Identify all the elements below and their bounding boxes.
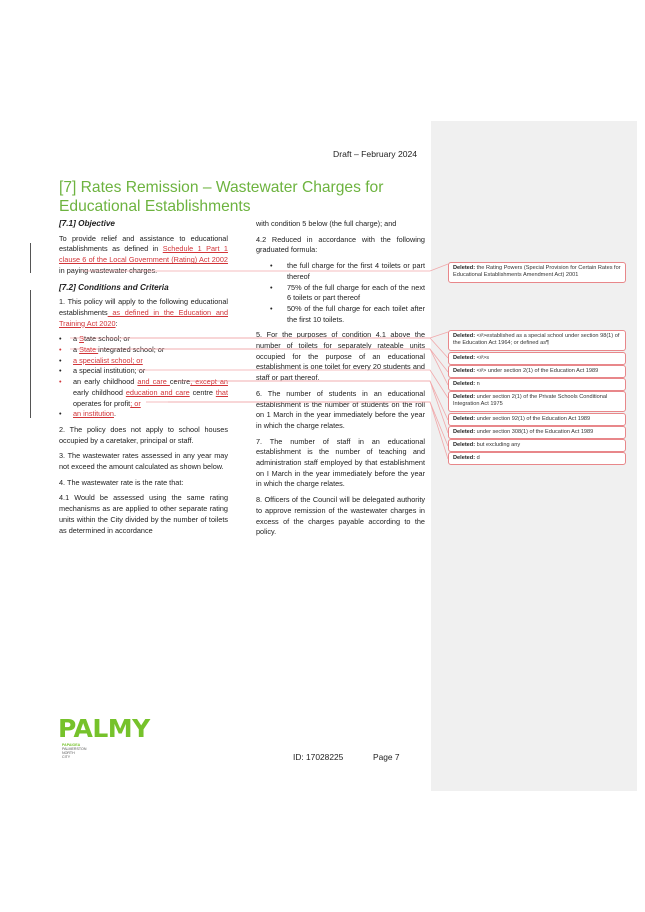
bullet-icon: • bbox=[59, 377, 62, 387]
item-text: a bbox=[73, 334, 80, 344]
deleted-label: Deleted: bbox=[453, 333, 476, 339]
item-text: centre bbox=[189, 387, 216, 397]
deleted-label: Deleted: bbox=[453, 429, 476, 435]
logo-subtitle bbox=[62, 743, 150, 759]
condition-5: 5. For the purposes of condition 4.1 above the number of toilets for separately rateable units occupied for the purpose of an educational establishment is one toilet for every 20 students and staff or part thereof. bbox=[256, 330, 425, 383]
condition-4-2: 4.2 Reduced in accordance with the following graduated formula: bbox=[256, 234, 425, 255]
item-text: . bbox=[113, 409, 117, 419]
inserted-text: S bbox=[79, 334, 84, 344]
inserted-text: ; or bbox=[130, 398, 141, 408]
bullet-icon: • bbox=[59, 366, 62, 376]
inserted-text: education and care bbox=[125, 387, 190, 397]
condition-4-1: 4.1 Would be assessed using the same rating mechanisms as are applied to other separate rating units within the City divided by the number of toilets as determined in accordance bbox=[59, 493, 228, 535]
item-text: ; or bbox=[119, 334, 130, 344]
connector-line bbox=[175, 381, 448, 420]
deleted-label: Deleted: bbox=[453, 416, 476, 422]
deleted-balloon[interactable] bbox=[448, 439, 626, 452]
condition-2: 2. The policy does not apply to school houses occupied by a caretaker, principal or staff. bbox=[59, 424, 228, 445]
bullet-icon: • bbox=[59, 334, 62, 344]
item-text: a bbox=[73, 345, 80, 355]
bullet-icon: • bbox=[59, 409, 62, 419]
inserted-text: as defined in the Education and Training Act 2020 bbox=[59, 307, 228, 328]
page-number: Page 7 bbox=[373, 752, 400, 762]
formula-text: 50% of the full charge for each toilet after the first 10 toilets. bbox=[287, 303, 425, 324]
conditions-heading: [7.2] Conditions and Criteria bbox=[59, 282, 169, 292]
deleted-balloon[interactable] bbox=[448, 426, 626, 439]
item-text: a special institution bbox=[73, 366, 135, 376]
item-text: centre bbox=[169, 377, 191, 387]
deleted-text: under section 2(1) of the Private Schools Conditional Integration Act 1975 bbox=[453, 394, 608, 408]
deleted-label: Deleted: bbox=[453, 394, 476, 400]
connector-line bbox=[120, 338, 448, 358]
item-text: an early childhood bbox=[73, 377, 138, 387]
condition-3: 3. The wastewater rates assessed in any year may not exceed the amount calculated as shown below. bbox=[59, 451, 228, 472]
connector-line bbox=[146, 402, 448, 446]
condition-6: 6. The number of students in an educational establishment is the number of students on the roll on 1 March in the year immediately before the year in which the charge relates. bbox=[256, 388, 425, 430]
item-text: integrated school bbox=[98, 345, 154, 355]
deleted-balloon[interactable] bbox=[448, 378, 626, 391]
deleted-text: <#>established as a special school under section 98(1) of the Education Act 1964; or defined as¶ bbox=[453, 333, 620, 347]
deleted-balloon[interactable] bbox=[448, 413, 626, 426]
condition-4: 4. The wastewater rate is the rate that: bbox=[59, 477, 184, 487]
condition-7: 7. The number of staff in an educational establishment is the number of teaching and administration staff employed by that establishment on I March in the year immediately before the year in which the charge relates. bbox=[256, 436, 425, 489]
deleted-label: Deleted: bbox=[453, 381, 476, 387]
inserted-text: Schedule 1 Part 1 clause 6 of the Local Government (Rating) Act 2002 bbox=[59, 244, 228, 265]
palmy-logo bbox=[58, 716, 150, 759]
item-text: tate school bbox=[83, 334, 120, 344]
inserted-text: State bbox=[79, 345, 99, 355]
document-id: ID: 17028225 bbox=[293, 752, 344, 762]
formula-text: the full charge for the first 4 toilets or part thereof bbox=[287, 261, 425, 281]
bullet-icon: • bbox=[270, 261, 273, 271]
condition-1-text: 1. This policy will apply to the following educational establishments bbox=[59, 297, 228, 317]
logo-subtitle-line: CITY bbox=[62, 755, 71, 759]
item-text: ; or bbox=[134, 366, 146, 376]
connector-line bbox=[126, 349, 448, 385]
deleted-text: but excluding any bbox=[476, 442, 521, 448]
connector-line bbox=[168, 402, 448, 459]
connector-line bbox=[70, 349, 448, 372]
deleted-text: under section 92(1) of the Education Act 1989 bbox=[476, 416, 591, 422]
bullet-icon: • bbox=[59, 355, 62, 365]
item-text: s for profit bbox=[97, 398, 131, 408]
formula-text: 75% of the full charge for each of the next 6 toilets or part thereof bbox=[287, 282, 425, 303]
connector-line bbox=[190, 381, 448, 433]
header-draft-label: Draft – February 2024 bbox=[333, 149, 418, 159]
logo-subtitle-line: PAPAIOEA bbox=[62, 743, 81, 747]
page-title: [7] Rates Remission – Wastewater Charges for Educational Establishments bbox=[59, 179, 384, 215]
logo-subtitle-line: PALMERSTON bbox=[62, 747, 87, 751]
connector-line bbox=[70, 332, 448, 338]
deleted-balloon[interactable] bbox=[448, 365, 626, 378]
bullet-icon: • bbox=[270, 303, 273, 313]
logo-wordmark: PALMY bbox=[58, 714, 150, 743]
condition-1-end: : bbox=[115, 318, 118, 328]
connector-line bbox=[82, 264, 448, 271]
bullet-icon: • bbox=[270, 282, 273, 292]
inserted-text: that bbox=[215, 387, 228, 397]
logo-subtitle-line: NORTH bbox=[62, 751, 75, 755]
deleted-balloon[interactable] bbox=[448, 262, 626, 283]
inserted-text: an institution bbox=[73, 409, 114, 419]
inserted-text: and care bbox=[137, 377, 170, 387]
objective-text-end: in paying wastewater charges. bbox=[59, 265, 158, 275]
inserted-text: a specialist school; or bbox=[73, 355, 143, 365]
inserted-text: , except an bbox=[190, 377, 228, 387]
objective-text: To provide relief and assistance to educational establishments as defined in bbox=[59, 233, 228, 254]
deleted-text: <#> under section 2(1) of the Education Act 1989 bbox=[476, 368, 599, 374]
deleted-label: Deleted: bbox=[453, 355, 476, 361]
deleted-label: Deleted: bbox=[453, 368, 476, 374]
deleted-text: the Rating Powers (Special Provision for Certain Rates for Educational Establishments Amendment Act) 2001 bbox=[453, 265, 621, 279]
deleted-balloon[interactable] bbox=[448, 391, 626, 412]
connector-line bbox=[137, 370, 448, 398]
deleted-label: Deleted: bbox=[453, 455, 476, 461]
deleted-balloon[interactable] bbox=[448, 330, 626, 351]
item-text: operate bbox=[73, 398, 98, 408]
deleted-text: n bbox=[476, 381, 480, 387]
deleted-label: Deleted: bbox=[453, 265, 476, 271]
deleted-text: under section 308(1) of the Education Act 1989 bbox=[476, 429, 594, 435]
deleted-text: <#>s bbox=[476, 355, 490, 361]
item-text: early childhood bbox=[73, 387, 126, 397]
item-text: ; or bbox=[153, 345, 165, 355]
bullet-icon: • bbox=[59, 345, 62, 355]
deleted-balloon[interactable] bbox=[448, 452, 626, 465]
deleted-balloon[interactable] bbox=[448, 352, 626, 365]
deleted-text: d bbox=[476, 455, 480, 461]
objective-heading: [7.1] Objective bbox=[59, 219, 115, 228]
condition-8: 8. Officers of the Council will be delegated authority to approve remission of the wastewater charges in excess of the charges payable according to the policy. bbox=[256, 495, 425, 537]
condition-4-1-continued: with condition 5 below (the full charge); and bbox=[256, 219, 397, 228]
deleted-label: Deleted: bbox=[453, 442, 476, 448]
